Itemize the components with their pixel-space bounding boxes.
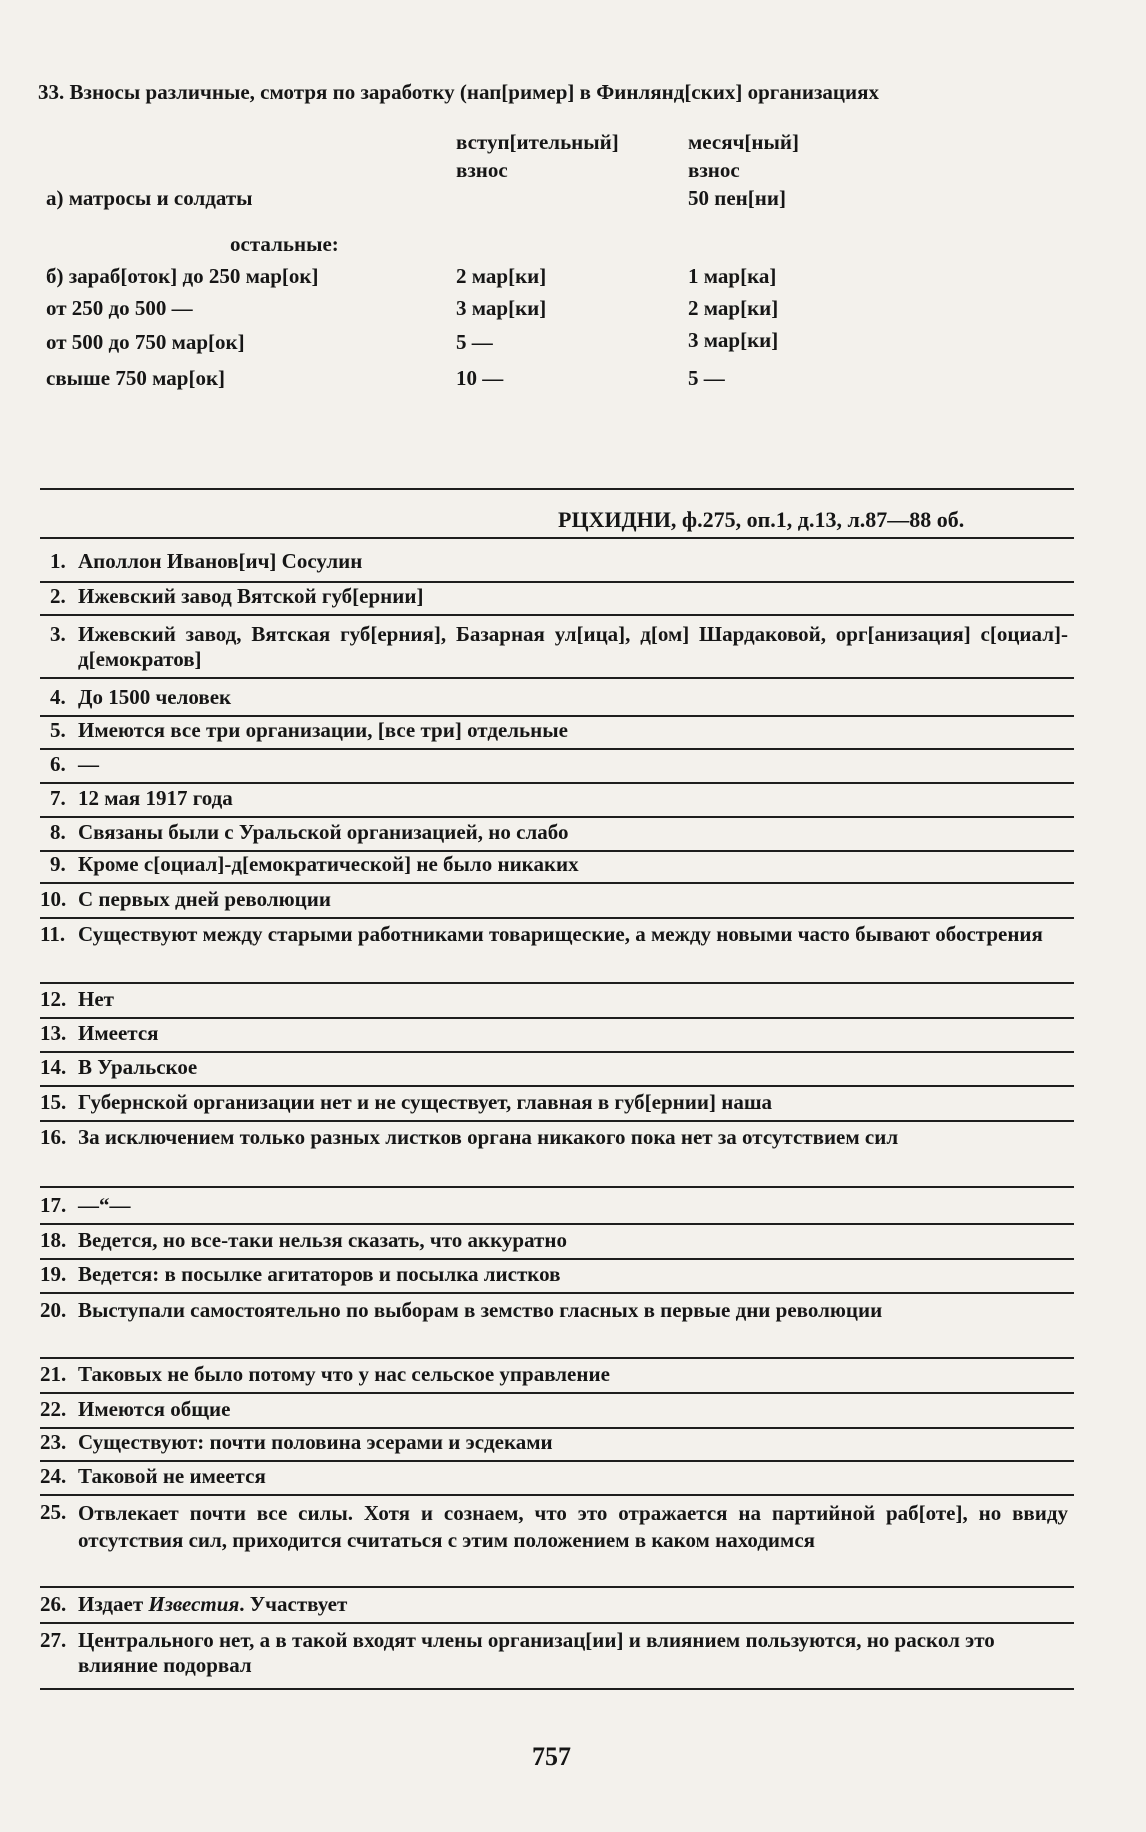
item-text: Связаны были с Уральской организацией, но слабо: [78, 820, 569, 844]
fee-row-month: 3 мар[ки]: [688, 328, 779, 352]
item-text: Выступали самостоятельно по выборам в земство гласных в первые дни революции: [78, 1298, 883, 1322]
item-number: 4.: [50, 685, 66, 709]
item-text: Имеются все три организации, [все три] отдельные: [78, 718, 568, 742]
item-number: 26.: [40, 1592, 67, 1616]
item-number: 12.: [40, 987, 67, 1011]
divider: [40, 581, 1074, 583]
item-text: Нет: [78, 987, 114, 1011]
divider: [40, 614, 1074, 616]
divider: [40, 748, 1074, 750]
item-text: Существуют между старыми работниками товарищеские, а между новыми часто бывают обострения: [78, 922, 1043, 946]
col-month-header: месяч[ный]: [688, 130, 799, 154]
divider: [40, 1223, 1074, 1225]
item-number: 5.: [50, 718, 66, 742]
item-text: 12 мая 1917 года: [78, 786, 233, 810]
item-text: Таковой не имеется: [78, 1464, 266, 1488]
col-entry-header: вступ[ительный]: [456, 130, 619, 154]
divider: [40, 1494, 1074, 1496]
item-number: 14.: [40, 1055, 67, 1079]
item-text: Ведется: в посылке агитаторов и посылка листков: [78, 1262, 561, 1286]
divider: [40, 982, 1074, 984]
divider: [40, 1586, 1074, 1588]
item-number: 27.: [40, 1628, 67, 1652]
item-number: 10.: [40, 887, 67, 911]
item-text: —: [78, 752, 99, 776]
divider: [40, 677, 1074, 679]
item-text-post: . Участвует: [239, 1592, 348, 1616]
item-text: До 1500 человек: [78, 685, 232, 709]
divider: [40, 1622, 1074, 1624]
page-number: 757: [532, 1742, 571, 1771]
item-number: 18.: [40, 1228, 67, 1252]
item-text: Ижевский завод, Вятская губ[ерния], Базарная ул[ица], д[ом] Шардаковой, орг[анизация] с[оциал]-д[емократов]: [78, 622, 1068, 671]
item-number: 9.: [50, 852, 66, 876]
item-text: Таковых не было потому что у нас сельское управление: [78, 1362, 610, 1386]
divider: [40, 1292, 1074, 1294]
divider: [40, 1186, 1074, 1188]
item-number: 21.: [40, 1362, 67, 1386]
item-number: 6.: [50, 752, 66, 776]
fee-row-month: 5 —: [688, 366, 725, 390]
item-text: С первых дней революции: [78, 887, 331, 911]
item-text: Существуют: почти половина эсерами и эсдеками: [78, 1430, 553, 1454]
fee-row-label: от 250 до 500 —: [46, 296, 193, 320]
newspaper-title: Известия: [148, 1592, 240, 1616]
item-number: 22.: [40, 1397, 67, 1421]
item-number: 15.: [40, 1090, 67, 1114]
fee-row-month: 2 мар[ки]: [688, 296, 779, 320]
divider: [40, 1085, 1074, 1087]
item-number: 1.: [50, 549, 66, 573]
item-text: В Уральское: [78, 1055, 198, 1079]
item-number: 16.: [40, 1125, 67, 1149]
row-a-month: 50 пен[ни]: [688, 186, 786, 210]
fee-row-label: свыше 750 мар[ок]: [46, 366, 226, 390]
divider: [40, 1460, 1074, 1462]
divider: [40, 1051, 1074, 1053]
item-number: 8.: [50, 820, 66, 844]
divider: [40, 1120, 1074, 1122]
divider: [40, 1357, 1074, 1359]
divider: [40, 782, 1074, 784]
others-label: остальные:: [230, 232, 339, 256]
item-text: Ведется, но все-таки нельзя сказать, что аккуратно: [78, 1228, 567, 1252]
item-number: 3.: [50, 622, 66, 646]
divider: [40, 816, 1074, 818]
item-33-heading: 33. Взносы различные, смотря по заработку (нап[ример] в Финлянд[ских] организациях: [38, 80, 879, 104]
fee-row-entry: 3 мар[ки]: [456, 296, 547, 320]
item-number: 24.: [40, 1464, 67, 1488]
item-number: 25.: [40, 1500, 67, 1524]
item-text: —“—: [78, 1193, 131, 1217]
item-number: 20.: [40, 1298, 67, 1322]
fee-row-entry: 5 —: [456, 330, 493, 354]
divider: [40, 537, 1074, 539]
divider: [40, 1258, 1074, 1260]
item-number: 19.: [40, 1262, 67, 1286]
archive-source: РЦХИДНИ, ф.275, оп.1, д.13, л.87—88 об.: [558, 507, 965, 532]
fee-row-entry: 10 —: [456, 366, 504, 390]
divider: [40, 1392, 1074, 1394]
item-text: Аполлон Иванов[ич] Сосулин: [78, 549, 363, 573]
item-text: Отвлекает почти все силы. Хотя и сознаем, что это отражается на партийной раб[оте], но ввиду отсутствия сил, приходится считаться с этим положением в каком находимся: [78, 1501, 1068, 1552]
fee-row-label: б) зараб[оток] до 250 мар[ок]: [46, 264, 319, 288]
col-entry-header-2: взнос: [456, 158, 508, 182]
item-text: За исключением только разных листков органа никакого пока нет за отсутствием сил: [78, 1125, 899, 1149]
fee-row-label: от 500 до 750 мар[ок]: [46, 330, 245, 354]
divider: [40, 882, 1074, 884]
fee-row-month: 1 мар[ка]: [688, 264, 777, 288]
divider: [40, 715, 1074, 717]
item-number: 13.: [40, 1021, 67, 1045]
divider: [40, 1427, 1074, 1429]
item-text: Имеются общие: [78, 1397, 231, 1421]
item-number: 2.: [50, 584, 66, 608]
divider: [40, 1688, 1074, 1690]
item-text: Кроме с[оциал]-д[емократической] не было никаких: [78, 852, 579, 876]
divider: [40, 488, 1074, 490]
fee-row-entry: 2 мар[ки]: [456, 264, 547, 288]
divider: [40, 917, 1074, 919]
item-number: 11.: [40, 922, 66, 946]
item-number: 7.: [50, 786, 66, 810]
row-a-label: а) матросы и солдаты: [46, 186, 253, 210]
item-text-pre: Издает: [78, 1592, 149, 1616]
col-month-header-2: взнос: [688, 158, 740, 182]
item-text: Ижевский завод Вятской губ[ернии]: [78, 584, 424, 608]
item-number: 17.: [40, 1193, 67, 1217]
item-text: Губернской организации нет и не существует, главная в губ[ернии] наша: [78, 1090, 773, 1114]
item-text: Имеется: [78, 1021, 159, 1045]
item-text: Центрального нет, а в такой входят члены организац[ии] и влиянием пользуются, но раскол это влияние подорвал: [78, 1628, 995, 1677]
item-number: 23.: [40, 1430, 67, 1454]
divider: [40, 1017, 1074, 1019]
item-text: [78, 1592, 1062, 1617]
